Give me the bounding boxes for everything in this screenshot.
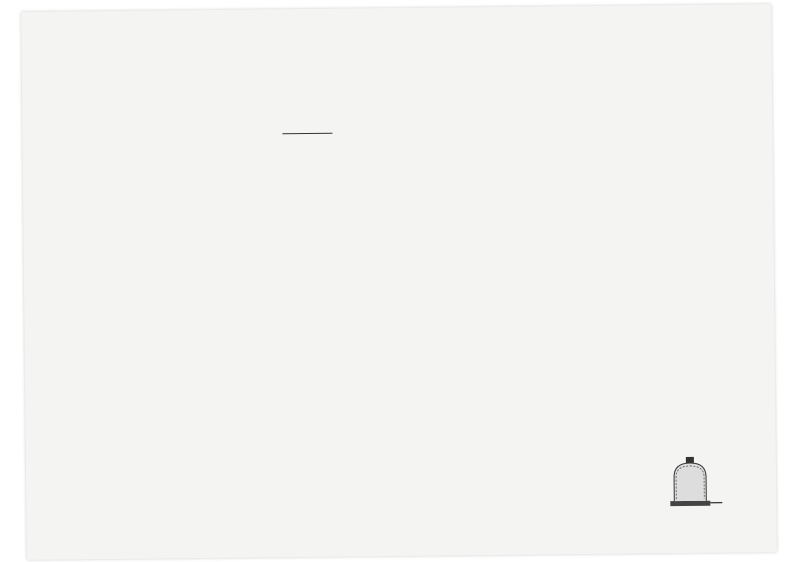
exam-subtitle [92, 100, 392, 103]
grade-field [278, 125, 332, 137]
page-2 [411, 4, 757, 556]
bell-jar-figure [662, 455, 733, 516]
judge-list [91, 8, 391, 11]
grade-blank[interactable] [282, 125, 332, 135]
exam-sheet [21, 4, 777, 560]
choice-list [91, 8, 391, 11]
bottles-figure [507, 331, 707, 375]
bell-jar [674, 463, 706, 501]
jar-knob [686, 457, 694, 463]
question-list-right [411, 4, 751, 8]
page-1 [91, 8, 397, 559]
jar-base [670, 501, 710, 506]
exam-title [92, 80, 392, 83]
